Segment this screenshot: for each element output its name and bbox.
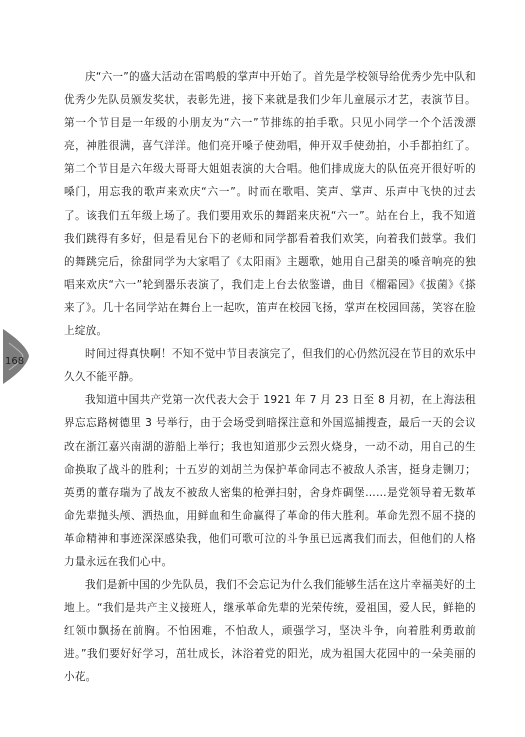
page-number: 168 (5, 356, 25, 367)
paragraph-celebration: 庆“六一”的盛大活动在雷鸣般的掌声中开始了。首先是学校领导给优秀少先中队和优秀少先队员颁发奖状，表彰先进，接下来就是我们少年儿童展示才艺，表演节目。第一个节目是一年级的小朋友为“六一”节排练的拍手歌。只见小同学一个个活泼漂亮，神胜很满，喜气洋洋。他们亮开嗓子使劲唱，伸开双手使劲拍，小手都拍红了。第二个节目是六年级大哥哥大姐姐表演的大合唱。他们排成庞大的队伍亮开很好听的嗓门，用忘我的歌声来欢庆“六一”。时而在歌唱、笑声、掌声、乐声中飞快的过去了。该我们五年级上场了。我们要用欢乐的舞蹈来庆祝“六一”。站在台上，我不知道我们跳得有多好，但是看见台下的老师和同学都看着我们欢笑，向着我们鼓掌。我们的舞跳完后，徐甜同学为大家唱了《太阳雨》主题歌，她用自己甜美的嗓音响亮的独唱来欢庆“六一”轮到器乐表演了，我们走上台去依鉴谱，曲目《榴霜园》《拔菌》《搽来了》。几十名同学站在舞台上一起吹，笛声在校园飞扬，掌声在校园回荡，笑容在脸上绽放。 (64, 71, 477, 338)
article-body (64, 66, 476, 690)
paragraph-time-passing: 时间过得真快啊！不知不觉中节目表演完了，但我们的心仍然沉浸在节目的欢乐中久久不能平静。 (64, 348, 476, 384)
paragraph-young-pioneers: 我们是新中国的少先队员，我们不会忘记为什么我们能够生活在这片幸福美好的土地上。“我们是共产主义接班人，继承革命先辈的光荣传统，爱祖国，爱人民，鲜艳的红领巾飘扬在前胸。不怕困难，不怕敌人，顽强学习，坚决斗争，向着胜利勇敢前进。”我们要好好学习，茁壮成长，沐浴着党的阳光，成为祖国大花园中的一朵美丽的小花。 (64, 579, 476, 684)
paragraph-party-history: 我知道中国共产党第一次代表大会于 1921 年 7 月 23 日至 8 月初，在上海法租界忘忘路树德里 3 号举行，由于会场受到暗探注意和外国巡捕搜查，最后一天的会议改在浙江嘉兴南湖的游船上举行；我也知道那少云烈火烧身，一动不动，用自己的生命换取了战斗的胜利；十五岁的刘胡兰为保护革命同志不被敌人杀害，挺身走铡刀；英勇的董存瑞为了战友不被敌人密集的枪弹扫射，舍身炸碉堡……是党领导着无数革命先辈抛头颅、洒热血，用鲜血和生命赢得了革命的伟大胜利。革命先烈不屈不挠的革命精神和事迹深深感染我，他们可歌可泣的斗争虽已远离我们而去，但他们的人格力量永远在我们心中。 (64, 394, 476, 568)
